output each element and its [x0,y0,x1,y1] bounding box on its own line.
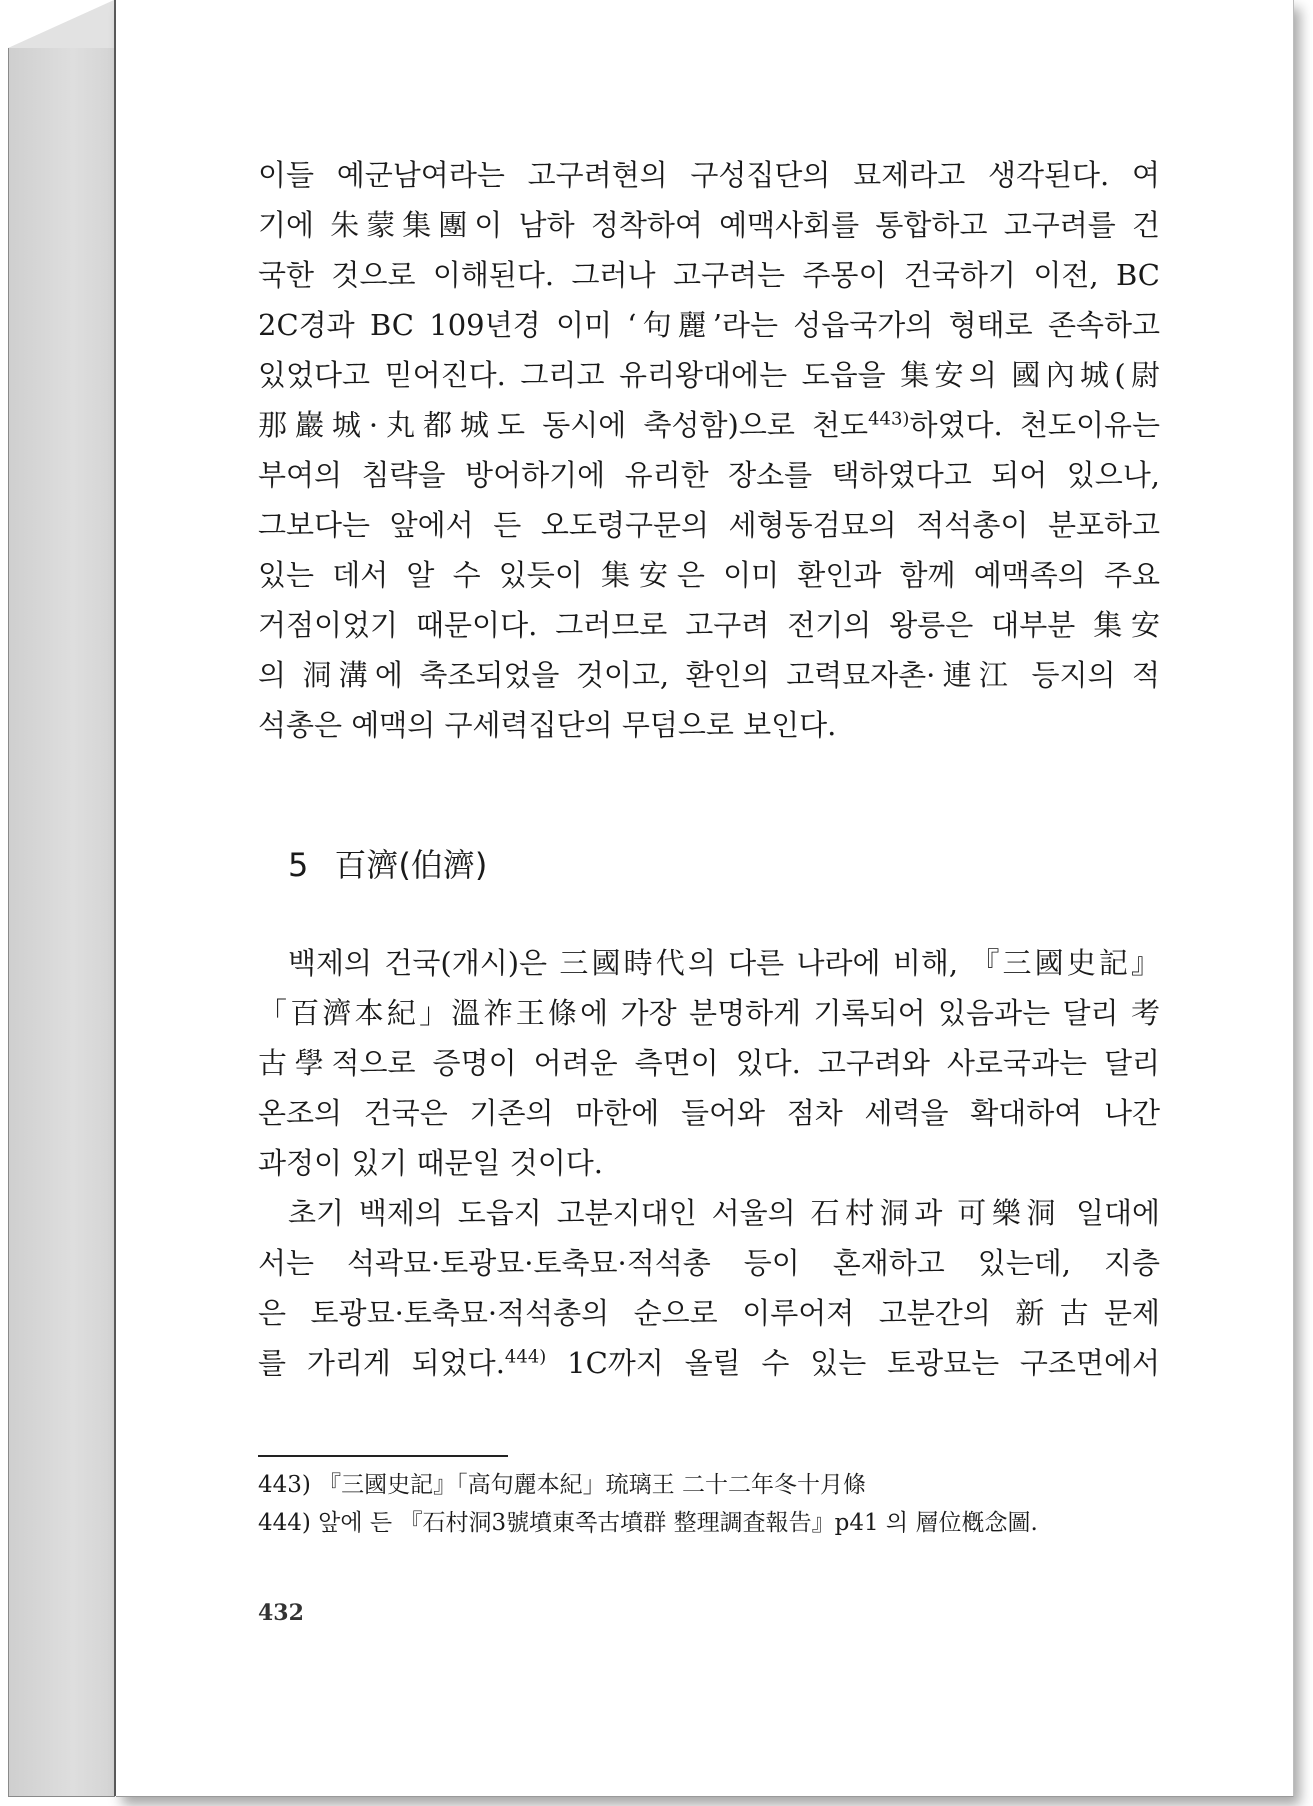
text-line: 온조의 건국은 기존의 마한에 들어와 점차 세력을 확대하여 나간 [258,1096,1160,1130]
text-line: 이들 예군남여라는 고구려현의 구성집단의 묘제라고 생각된다. 여 [258,158,1160,192]
page-number: 432 [258,1600,304,1626]
text-line: 석총은 예맥의 구세력집단의 무덤으로 보인다. [258,708,837,742]
book-top-edge [8,0,114,48]
footnote-443: 443) 『三國史記』「高句麗本紀」琉璃王 二十二年冬十月條 [258,1472,866,1498]
section-number: 5 [288,846,309,884]
text-line: 있었다고 믿어진다. 그리고 유리왕대에는 도읍을 集安의 國內城(尉 [258,358,1160,392]
paragraph-1 [258,150,1160,750]
section-title: 百濟(伯濟) [334,846,488,884]
text-line: 거점이었기 때문이다. 그러므로 고구려 전기의 왕릉은 대부분 集安 [258,608,1160,642]
text-line: 초기 백제의 도읍지 고분지대인 서울의 石村洞과 可樂洞 일대에 [288,1196,1160,1230]
text-line: 의 洞溝에 축조되었을 것이고, 환인의 고력묘자촌·連江 등지의 적 [258,658,1160,692]
footnote-ref-443[interactable]: 443) [868,408,910,430]
text-segment: 를 가리게 되었다. [258,1346,505,1380]
text-line-with-footnote [258,1338,1160,1388]
footnote-ref-444[interactable]: 444) [504,1346,547,1368]
text-line: 부여의 침략을 방어하기에 유리한 장소를 택하였다고 되어 있으나, [258,458,1160,492]
text-line: 「百濟本紀」溫祚王條에 가장 분명하게 기록되어 있음과는 달리 考 [258,996,1160,1030]
text-line-with-footnote [258,400,1160,450]
text-line: 백제의 건국(개시)은 三國時代의 다른 나라에 비해, 『三國史記』 [288,946,1160,980]
text-segment: 那巖城·丸都城도 동시에 축성함)으로 천도 [258,408,869,442]
text-line: 古學적으로 증명이 어려운 측면이 있다. 고구려와 사로국과는 달리 [258,1046,1160,1080]
text-line: 국한 것으로 이해된다. 그러나 고구려는 주몽이 건국하기 이전, BC [258,258,1160,292]
text-line: 있는 데서 알 수 있듯이 集安은 이미 환인과 함께 예맥족의 주요 [258,558,1160,592]
book-side-edge [8,48,115,1797]
text-line: 과정이 있기 때문일 것이다. [258,1146,604,1180]
paragraph-2 [258,938,1160,1388]
section-heading [288,840,487,886]
text-segment: 1C까지 올릴 수 있는 토광묘는 구조면에서 [546,1346,1160,1380]
book-page [116,0,1294,1797]
text-line: 은 토광묘·토축묘·적석총의 순으로 이루어져 고분간의 新古문제 [258,1296,1160,1330]
footnotes [258,1466,1160,1542]
text-line: 2C경과 BC 109년경 이미 ‘句麗’라는 성읍국가의 형태로 존속하고 [258,308,1160,342]
footnote-divider [258,1455,508,1457]
text-segment: 하였다. 천도이유는 [909,408,1160,442]
text-line: 기에 朱蒙集團이 남하 정착하여 예맥사회를 통합하고 고구려를 건 [258,208,1160,242]
text-line: 그보다는 앞에서 든 오도령구문의 세형동검묘의 적석총이 분포하고 [258,508,1160,542]
text-line: 서는 석곽묘·토광묘·토축묘·적석총 등이 혼재하고 있는데, 지층 [258,1246,1160,1280]
footnote-444: 444) 앞에 든 『石村洞3號墳東쪽古墳群 整理調査報告』p41 의 層位槪念圖. [258,1510,1038,1536]
